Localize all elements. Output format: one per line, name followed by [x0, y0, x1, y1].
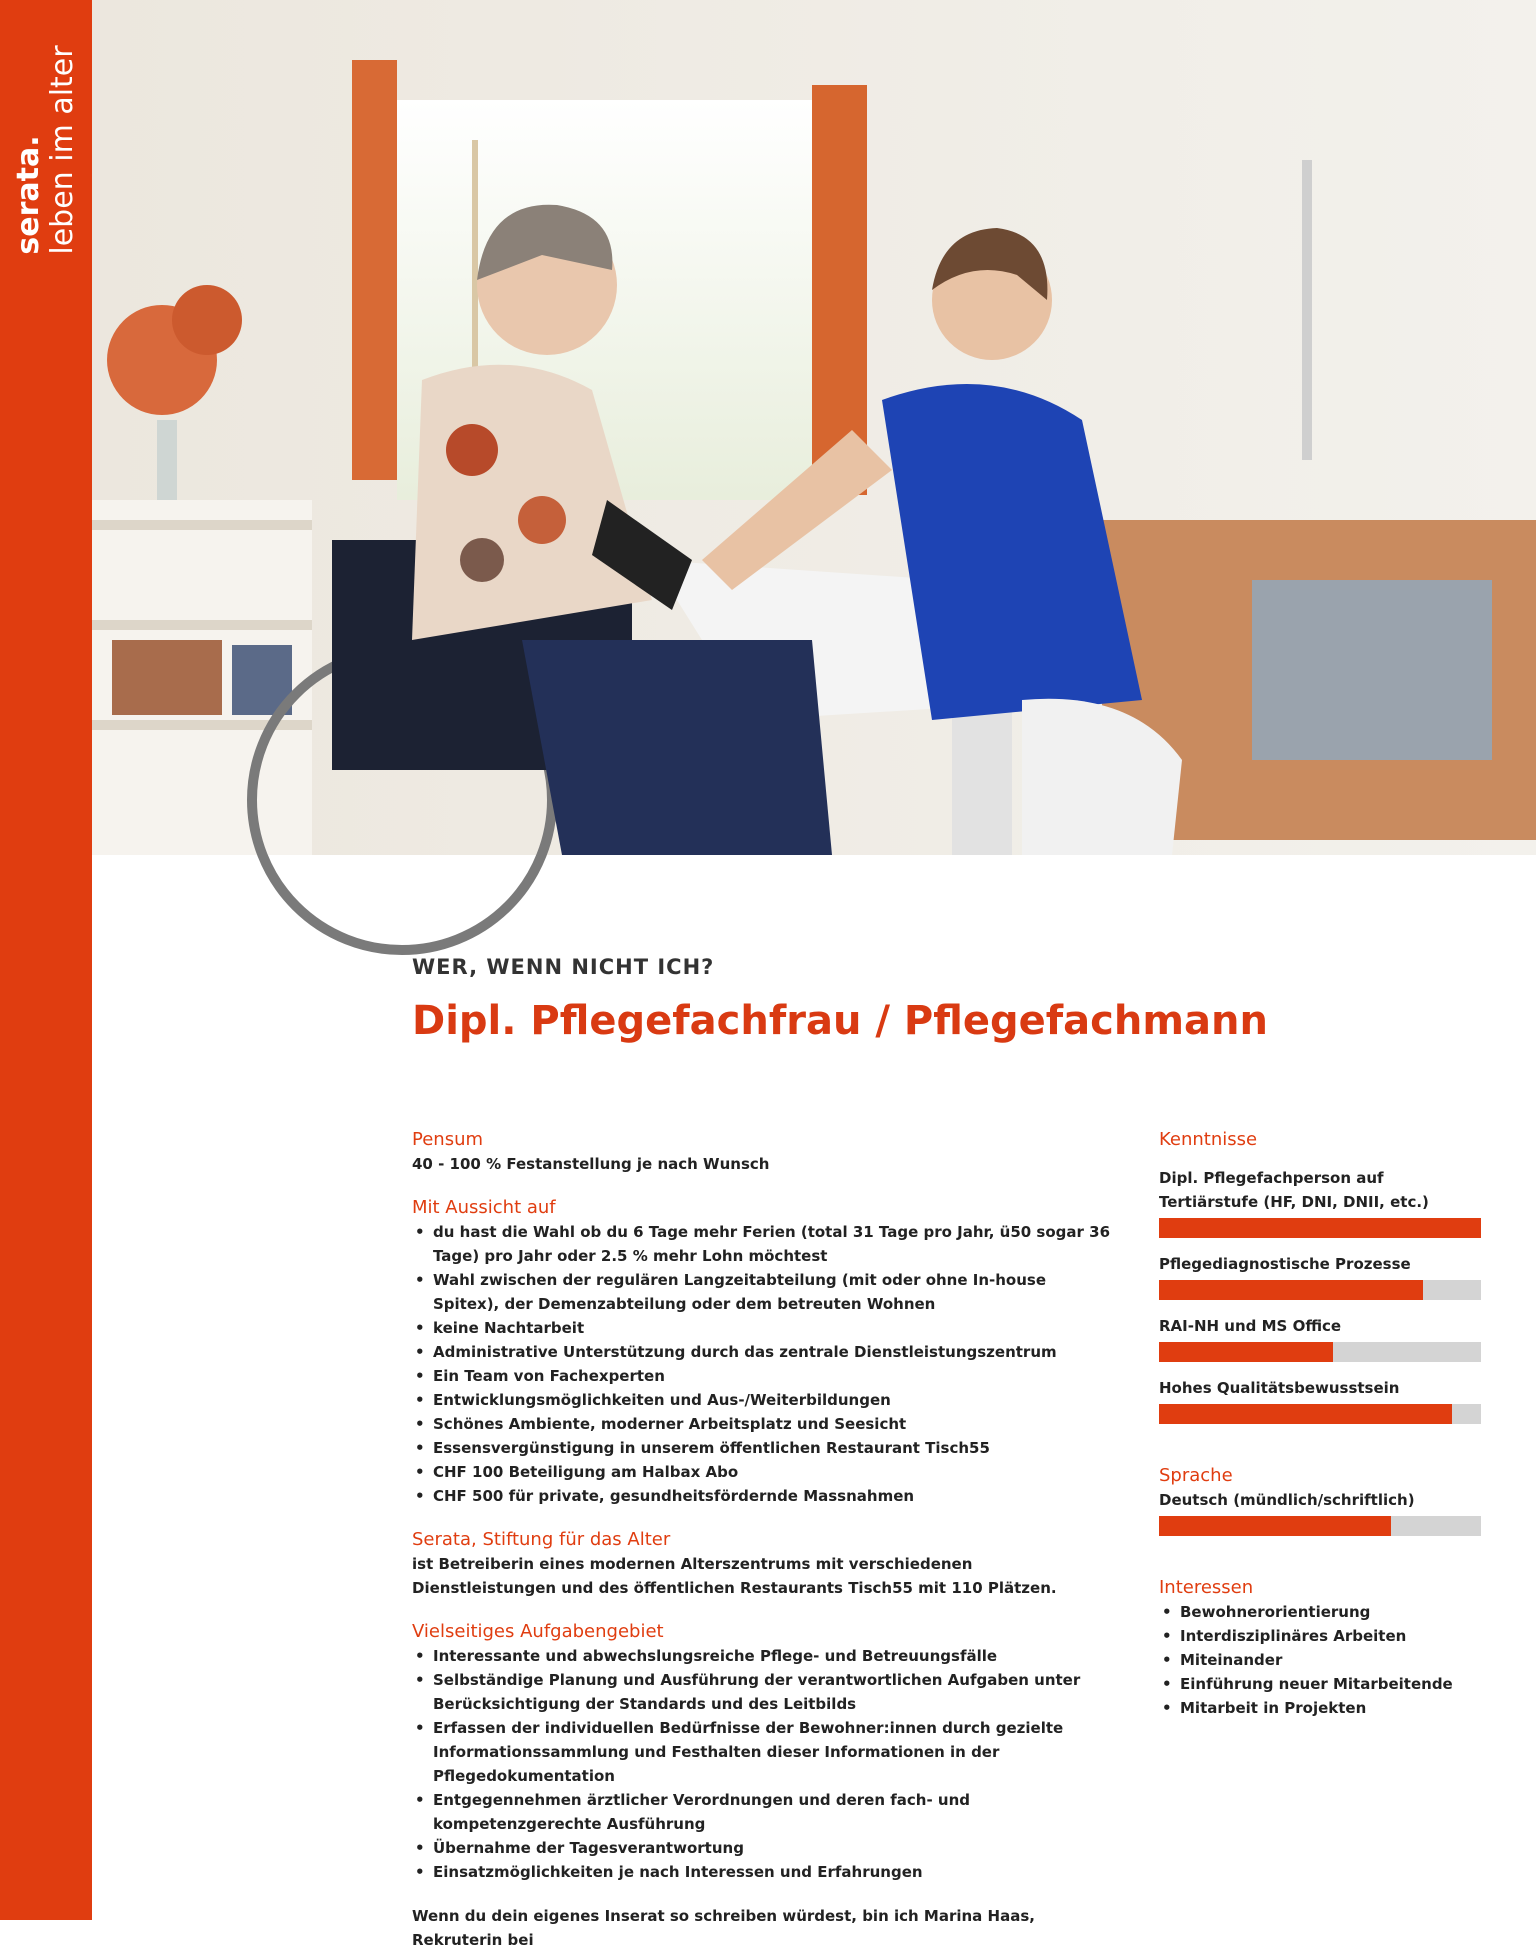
aussicht-section	[412, 1196, 1112, 1508]
list-item: • Wahl zwischen der regulären Langzeitabteilung (mit oder ohne In-house Spitex), der Demenzabteilung oder dem betreuten Wohnen	[412, 1268, 1112, 1316]
sprache-section	[1159, 1464, 1481, 1536]
skill-bar	[1159, 1280, 1481, 1300]
skill-label: RAI-NH und MS Office	[1159, 1317, 1342, 1335]
brand-tagline: leben im alter	[45, 45, 80, 255]
list-item: • CHF 100 Beteiligung am Halbax Abo	[412, 1460, 1112, 1484]
list-item: • Ein Team von Fachexperten	[412, 1364, 1112, 1388]
skill-item	[1159, 1166, 1481, 1238]
list-item: • Miteinander	[1159, 1648, 1481, 1672]
hero-photo	[92, 0, 1536, 855]
brand-sidebar	[0, 0, 92, 1920]
list-item: • Übernahme der Tagesverantwortung	[412, 1836, 1112, 1860]
closing-text: Wenn du dein eigenes Inserat so schreiben würdest, bin ich Marina Haas, Rekruterin bei	[412, 1907, 1035, 1949]
list-item: • Interdisziplinäres Arbeiten	[1159, 1624, 1481, 1648]
list-item: • Erfassen der individuellen Bedürfnisse der Bewohner:innen durch gezielte Informationssammlung und Festhalten dieser Informationen in der Pflegedokumentation	[412, 1716, 1112, 1788]
list-item: • Entwicklungsmöglichkeiten und Aus-/Weiterbildungen	[412, 1388, 1112, 1412]
interessen-heading: Interessen	[1159, 1577, 1254, 1598]
hero-illustration	[92, 0, 1536, 855]
skill-bar-fill	[1159, 1280, 1423, 1300]
pensum-section	[412, 1128, 1112, 1176]
stiftung-text: ist Betreiberin eines modernen Alterszentrums mit verschiedenen Dienstleistungen und des öffentlichen Restaurants Tisch55 mit 110 Plätzen.	[412, 1555, 1057, 1597]
stiftung-section	[412, 1528, 1112, 1600]
list-item: • Bewohnerorientierung	[1159, 1600, 1481, 1624]
skill-bar-fill	[1159, 1342, 1333, 1362]
skill-item	[1159, 1376, 1481, 1424]
aufgaben-list	[412, 1644, 1112, 1884]
list-item: • Mitarbeit in Projekten	[1159, 1696, 1481, 1720]
language-label: Deutsch (mündlich/schriftlich)	[1159, 1491, 1415, 1509]
list-item: • Administrative Unterstützung durch das zentrale Dienstleistungszentrum	[412, 1340, 1112, 1364]
list-item: • Schönes Ambiente, moderner Arbeitsplatz und Seesicht	[412, 1412, 1112, 1436]
interessen-list	[1159, 1600, 1481, 1720]
pensum-heading: Pensum	[412, 1129, 484, 1150]
aufgaben-heading: Vielseitiges Aufgabengebiet	[412, 1621, 664, 1642]
stiftung-heading: Serata, Stiftung für das Alter	[412, 1529, 671, 1550]
language-bar-fill	[1159, 1516, 1391, 1536]
skill-item	[1159, 1314, 1481, 1362]
aussicht-heading: Mit Aussicht auf	[412, 1197, 556, 1218]
language-bar	[1159, 1516, 1481, 1536]
list-item: • CHF 500 für private, gesundheitsfördernde Massnahmen	[412, 1484, 1112, 1508]
list-item: • Entgegennehmen ärztlicher Verordnungen und deren fach- und kompetenzgerechte Ausführung	[412, 1788, 1112, 1836]
skill-label: Pflegediagnostische Prozesse	[1159, 1255, 1411, 1273]
skill-bar	[1159, 1404, 1481, 1424]
right-column	[1159, 1128, 1481, 1740]
list-item: • Essensvergünstigung in unserem öffentlichen Restaurant Tisch55	[412, 1436, 1112, 1460]
interessen-section	[1159, 1576, 1481, 1720]
skill-bar	[1159, 1218, 1481, 1238]
kenntnisse-section	[1159, 1128, 1481, 1424]
skill-label: Dipl. Pflegefachperson auf Tertiärstufe (HF, DNI, DNII, etc.)	[1159, 1169, 1429, 1211]
brand-logo	[12, 45, 80, 254]
aussicht-list	[412, 1220, 1112, 1508]
sprache-heading: Sprache	[1159, 1465, 1233, 1486]
pensum-text: 40 - 100 % Festanstellung je nach Wunsch	[412, 1155, 770, 1173]
skill-item	[1159, 1252, 1481, 1300]
aufgaben-section	[412, 1620, 1112, 1884]
page-kicker: WER, WENN NICHT ICH?	[412, 955, 715, 979]
list-item: • du hast die Wahl ob du 6 Tage mehr Ferien (total 31 Tage pro Jahr, ü50 sogar 36 Tage) pro Jahr oder 2.5 % mehr Lohn möchtest	[412, 1220, 1112, 1268]
skill-bar-fill	[1159, 1404, 1452, 1424]
kenntnisse-heading: Kenntnisse	[1159, 1129, 1258, 1150]
list-item: • Interessante und abwechslungsreiche Pflege- und Betreuungsfälle	[412, 1644, 1112, 1668]
brand-name: serata.	[11, 135, 46, 255]
list-item: • keine Nachtarbeit	[412, 1316, 1112, 1340]
skill-bar	[1159, 1342, 1481, 1362]
skill-label: Hohes Qualitätsbewusstsein	[1159, 1379, 1400, 1397]
list-item: • Einsatzmöglichkeiten je nach Interessen und Erfahrungen	[412, 1860, 1112, 1884]
list-item: • Einführung neuer Mitarbeitende	[1159, 1672, 1481, 1696]
skill-bar-fill	[1159, 1218, 1481, 1238]
page-title: Dipl. Pflegefachfrau / Pflegefachmann	[412, 998, 1268, 1044]
left-column	[412, 1128, 1112, 1952]
list-item: • Selbständige Planung und Ausführung der verantwortlichen Aufgaben unter Berücksichtigung der Standards und des Leitbilds	[412, 1668, 1112, 1716]
